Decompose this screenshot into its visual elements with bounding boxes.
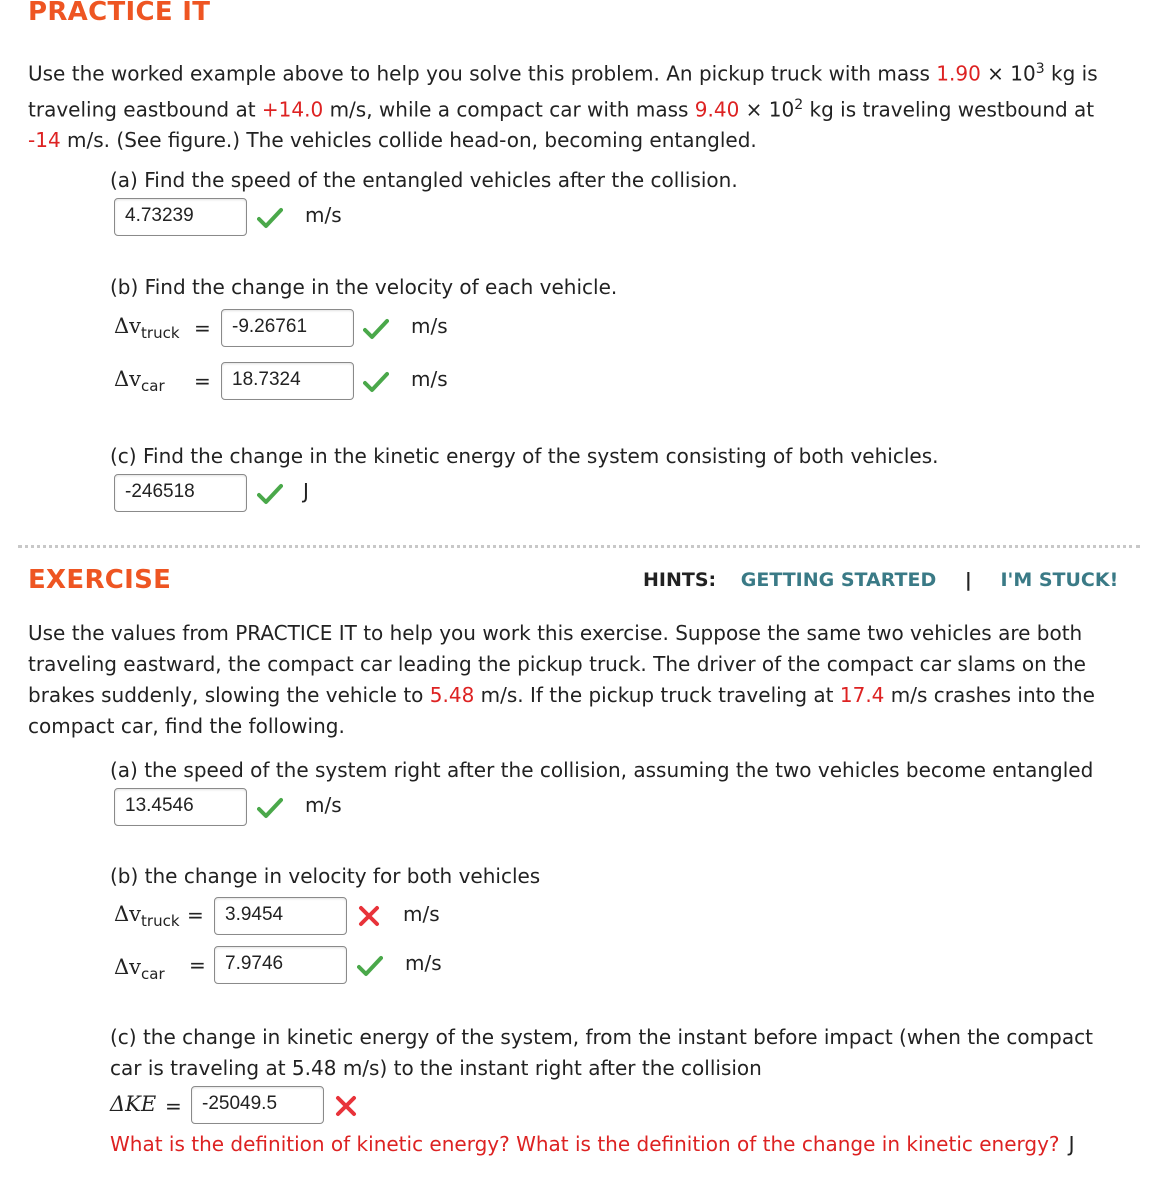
practice-intro — [28, 54, 1133, 156]
exercise-intro-text: m/s crashes into the compact car, find the following. — [28, 683, 1095, 738]
cross-icon — [335, 1095, 357, 1117]
practice-b-car-input[interactable]: 18.7324 — [221, 362, 354, 400]
hints-label: HINTS: — [643, 569, 717, 591]
equals-sign: = — [194, 316, 211, 340]
exercise-intro-text: m/s. If the pickup truck traveling at — [474, 683, 840, 707]
subscript-truck: truck — [141, 912, 180, 930]
check-icon — [363, 371, 389, 393]
practice-intro-text: m/s. (See figure.) The vehicles collide head-on, becoming entangled. — [60, 128, 757, 153]
exercise-b-car-label — [114, 955, 165, 983]
exercise-intro-value: 17.4 — [839, 683, 885, 707]
hints-bar — [643, 569, 1118, 591]
delta-v-symbol: Δv — [114, 314, 142, 338]
exercise-intro-text: Use the values from PRACTICE IT to help you work this exercise. Suppose the same two vehicles are both traveling eastward, the compact car leading the pickup truck. The driver of the compact car slams on the brakes suddenly, slowing the vehicle to — [28, 621, 1086, 707]
practice-a-question: (a) Find the speed of the entangled vehicles after the collision. — [110, 168, 738, 192]
exercise-b-question: (b) the change in velocity for both vehicles — [110, 864, 541, 888]
exercise-b-truck-label — [114, 902, 180, 930]
exercise-b-truck-unit: m/s — [403, 902, 440, 926]
exercise-b-car-unit: m/s — [405, 951, 442, 975]
check-icon — [257, 797, 283, 819]
exercise-title: EXERCISE — [28, 565, 172, 595]
exercise-c-unit: J — [1068, 1132, 1075, 1156]
practice-a-answer-input[interactable]: 4.73239 — [114, 198, 247, 236]
practice-c-question: (c) Find the change in the kinetic energy of the system consisting of both vehicles. — [110, 444, 939, 468]
practice-c-unit: J — [303, 479, 309, 503]
practice-intro-text: kg is traveling eastbound at — [28, 61, 1098, 122]
equals-sign: = — [187, 903, 204, 927]
practice-intro-value: -14 — [28, 128, 61, 153]
im-stuck-link[interactable]: I'M STUCK! — [1000, 569, 1119, 591]
check-icon — [257, 483, 283, 505]
subscript-car: car — [141, 377, 165, 395]
feedback-line — [110, 1132, 1075, 1156]
practice-intro-value: 9.40 — [694, 97, 740, 122]
cross-icon — [358, 905, 380, 927]
delta-ke-label: ΔKE — [110, 1092, 157, 1116]
practice-b-car-label — [114, 367, 165, 395]
practice-b-question: (b) Find the change in the velocity of each vehicle. — [110, 275, 618, 299]
feedback-message: What is the definition of kinetic energy? What is the definition of the change in kinetic energy? — [110, 1132, 1060, 1156]
practice-title: PRACTICE IT — [28, 0, 211, 27]
check-icon — [363, 318, 389, 340]
equals-sign: = — [165, 1094, 182, 1118]
practice-intro-value: +14.0 — [261, 97, 324, 122]
delta-v-symbol: Δv — [114, 902, 142, 926]
practice-intro-text: m/s, while a compact car with mass — [323, 97, 695, 122]
practice-intro-exponent: 2 — [794, 96, 804, 113]
exercise-a-question: (a) the speed of the system right after the collision, assuming the two vehicles become entangled — [110, 758, 1094, 782]
section-divider — [18, 545, 1140, 548]
exercise-intro — [28, 618, 1133, 742]
practice-intro-value: 1.90 — [936, 61, 981, 86]
exercise-a-answer-input[interactable]: 13.4546 — [114, 788, 247, 826]
exercise-c-answer-input[interactable]: -25049.5 — [191, 1086, 324, 1124]
exercise-b-truck-input[interactable]: 3.9454 — [214, 897, 347, 935]
practice-intro-exponent: 3 — [1035, 61, 1045, 77]
practice-b-truck-input[interactable]: -9.26761 — [221, 309, 354, 347]
practice-intro-text: Use the worked example above to help you solve this problem. An pickup truck with mass — [28, 61, 937, 86]
equals-sign: = — [189, 953, 206, 977]
exercise-b-car-input[interactable]: 7.9746 — [214, 946, 347, 984]
practice-intro-text: × 10 — [980, 61, 1036, 86]
delta-v-symbol: Δv — [114, 955, 142, 979]
getting-started-link[interactable]: GETTING STARTED — [740, 569, 937, 591]
exercise-intro-value: 5.48 — [429, 683, 475, 707]
practice-b-truck-unit: m/s — [411, 314, 448, 338]
check-icon — [257, 207, 283, 229]
exercise-c-question-line2: car is traveling at 5.48 m/s) to the instant right after the collision — [110, 1056, 762, 1080]
subscript-car: car — [141, 965, 165, 983]
practice-b-truck-label — [114, 314, 180, 342]
subscript-truck: truck — [141, 324, 180, 342]
check-icon — [357, 955, 383, 977]
exercise-c-question-line1: (c) the change in kinetic energy of the system, from the instant before impact (when the compact — [110, 1025, 1093, 1049]
hints-separator: | — [964, 569, 972, 591]
practice-intro-text: kg is traveling westbound at — [803, 97, 1095, 122]
equals-sign: = — [194, 369, 211, 393]
practice-b-car-unit: m/s — [411, 367, 448, 391]
practice-a-unit: m/s — [305, 203, 342, 227]
delta-v-symbol: Δv — [114, 367, 142, 391]
practice-intro-text: × 10 — [739, 97, 795, 122]
practice-c-answer-input[interactable]: -246518 — [114, 474, 247, 512]
exercise-a-unit: m/s — [305, 793, 342, 817]
